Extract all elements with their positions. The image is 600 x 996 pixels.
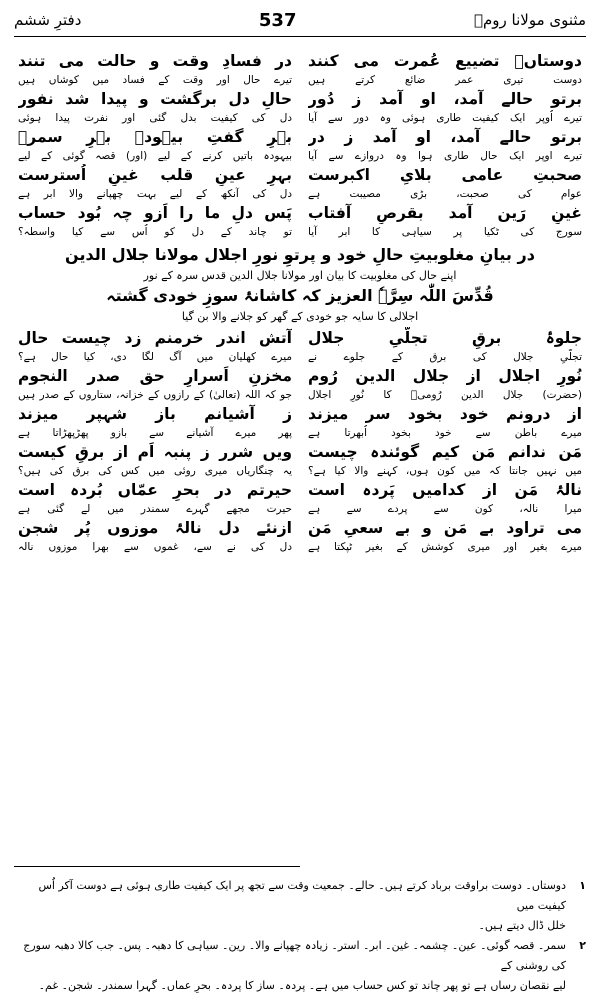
persian-verse: ویں شرر ز پنبہ اَم از برقِ کیست	[18, 443, 292, 461]
couplet	[18, 126, 582, 164]
heading-translation: اپنے حال کی مغلوبیت کا بیان اور مولانا جلال الدین قدس سرہ کے نور	[143, 269, 457, 282]
urdu-translation: بیہودہ باتیں کرنے کے لیے (اور) قصہ گوئی کے لیے	[18, 150, 292, 162]
urdu-translation: میرے بغیر اور میری کوشش کے بغیر ٹپکتا ہے	[308, 541, 582, 553]
couplet	[18, 479, 582, 517]
persian-verse: نُورِ اجلال از جلال الدین رُوم	[308, 367, 582, 385]
couplet	[18, 164, 582, 202]
couplet	[18, 403, 582, 441]
persian-verse: برتو حالے آمد، او آمد ز دُور	[308, 90, 582, 108]
volume-label: دفترِ ششم	[14, 11, 82, 29]
hemistich-first	[308, 517, 582, 555]
footnote-mark	[572, 916, 586, 936]
urdu-translation: تیرے اوپر ایک حال طاری ہوا وہ دروازے سے آیا	[308, 150, 582, 162]
persian-verse: از درونم خود بخود سر میزند	[308, 405, 582, 423]
persian-verse: مخزنِ اَسرارِ حق صدر النجوم	[18, 367, 292, 385]
header-rule	[14, 36, 586, 37]
urdu-translation: تو چاند کے دل کو اُس سے کیا واسطہ؟	[18, 226, 292, 238]
persian-verse: غینِ رَین آمد بقرصِ آفتاب	[308, 204, 582, 222]
urdu-translation: (حضرت) جلال الدین رُومیؒ کا نُورِ اجلال	[308, 389, 582, 401]
section-heading	[18, 240, 582, 327]
page-number: 537	[258, 9, 297, 31]
urdu-translation: سورج کی ٹکیا پر سیاہی کا ابر آیا	[308, 226, 582, 238]
hemistich-second	[18, 126, 292, 164]
urdu-translation: میرے باطن سے خود بخود اُبھرتا ہے	[308, 427, 582, 439]
hemistich-first	[308, 202, 582, 240]
footnote-text: دوستاں۔ دوست براوقت برباد کرتے ہیں۔ حالے۔ جمعیت وقت سے تجھ پر ایک کیفیت طاری ہوئی ہے دوست آکر اُس کیفیت میں	[38, 879, 566, 912]
footnote-rule	[14, 866, 300, 867]
persian-verse: صحبتِ عامی بلایِ اکبرست	[308, 166, 582, 184]
persian-verse: نالۂ مَن از کدامیں پَردہ است	[308, 481, 582, 499]
urdu-translation: حیرت مجھے گہرے سمندر میں لے گئی ہے	[18, 503, 292, 515]
urdu-translation: یہ چنگاریاں میری روئی میں کس کی برق کی ہیں؟	[18, 465, 292, 477]
heading-translation-continued: اجلالی کا سایہ جو خودی کے گھر کو جلانے والا بن گیا	[181, 310, 419, 323]
hemistich-first	[308, 441, 582, 479]
page-header	[14, 6, 586, 34]
persian-verse: دوستاںؐ تضییع عُمرت می کنند	[308, 52, 582, 70]
hemistich-first	[308, 365, 582, 403]
urdu-translation: دل کی کیفیت بدل گئی اور نفرت پیدا ہوئی	[18, 112, 292, 124]
persian-verse: در فسادِ وقت و حالت می تنند	[18, 52, 292, 70]
hemistich-second	[18, 517, 292, 555]
hemistich-second	[18, 202, 292, 240]
footnote-line	[14, 976, 586, 996]
couplet	[18, 88, 582, 126]
heading-persian-continued: قُدِّسَ اللّٰہ سِرَّہٗ العزیز کہ کاشانۂ سوزِ خودی گشتہ	[106, 286, 494, 305]
urdu-translation: تجلّیِ جلال کی برق کے جلوے نے	[308, 351, 582, 363]
footnote-line	[14, 936, 586, 976]
hemistich-first	[308, 479, 582, 517]
couplet	[18, 441, 582, 479]
footnote-text: لیے نقصان رساں ہے تو پھر چاند تو کس حساب میں ہے۔ پردہ۔ ساز کا پردہ۔ بحرِ عماں۔ گہرا سمندر۔ شجن۔ غم۔	[38, 979, 566, 992]
persian-verse: برتو حالے آمد، او آمد ز در	[308, 128, 582, 146]
hemistich-second	[18, 164, 292, 202]
urdu-translation: دوست تیری عمر ضائع کرتے ہیں	[308, 74, 582, 86]
hemistich-first	[308, 50, 582, 88]
couplet	[18, 202, 582, 240]
couplet	[18, 50, 582, 88]
urdu-translation: دل کی نے سے، غموں سے بھرا موزوں نالہ	[18, 541, 292, 553]
hemistich-second	[18, 88, 292, 126]
hemistich-first	[308, 327, 582, 365]
hemistich-second	[18, 403, 292, 441]
hemistich-second	[18, 479, 292, 517]
persian-verse: می تراود بے مَن و بے سعیِ مَن	[308, 519, 582, 537]
hemistich-second	[18, 441, 292, 479]
urdu-translation: میرے کھلیان میں آگ لگا دی، کیا حال ہے؟	[18, 351, 292, 363]
hemistich-second	[18, 50, 292, 88]
heading-persian: در بیانِ مغلوبیتِ حالِ خود و پرتوِ نورِ اجلال مولانا جلال الدین	[65, 245, 535, 264]
urdu-translation: تیرے اُوپر ایک کیفیت طاری ہوئی وہ دور سے آیا	[308, 112, 582, 124]
persian-verse: ازنئے دل نالۂ موزوں پُر شجن	[18, 519, 292, 537]
couplets-top	[18, 50, 582, 240]
poem-body	[18, 50, 582, 555]
urdu-translation: میں نہیں جانتا کہ میں کون ہوں، کہنے والا کیا ہے؟	[308, 465, 582, 477]
footnote-mark: ۲	[579, 939, 586, 952]
book-title: مثنوی مولانا رومؒ	[474, 11, 586, 29]
persian-verse: جلوۂ برقِ تجلّیِ جلال	[308, 329, 582, 347]
persian-verse: حیرتم در بحرِ عمّاں بُردہ است	[18, 481, 292, 499]
footnote-text: خلل ڈال دیتے ہیں۔	[478, 919, 566, 932]
persian-verse: مَن ندانم مَن کیم گوئندہ چیست	[308, 443, 582, 461]
hemistich-first	[308, 88, 582, 126]
urdu-translation: دل کی آنکھ کے لیے بہت چھپانے والا ابر ہے	[18, 188, 292, 200]
footnote-line	[14, 876, 586, 916]
urdu-translation: تیرے حال اور وقت کے فساد میں کوشاں ہیں	[18, 74, 292, 86]
persian-verse: حالِ دل برگشت و پیدا شد نفور	[18, 90, 292, 108]
urdu-translation: جو کہ اللہ (تعالیٰ) کے رازوں کے خزانہ، ستاروں کے صدر ہیں	[18, 389, 292, 401]
persian-verse: پَس دلِ ما را اَزو چہ بُود حساب	[18, 204, 292, 222]
footnote-mark	[572, 976, 586, 996]
urdu-translation: میرا نالہ، کون سے پردے سے ہے	[308, 503, 582, 515]
couplet	[18, 365, 582, 403]
hemistich-first	[308, 403, 582, 441]
urdu-translation: عوام کی صحبت، بڑی مصیبت ہے	[308, 188, 582, 200]
couplet	[18, 517, 582, 555]
persian-verse: آتش اندر خرمنم زد چیست حال	[18, 329, 292, 347]
hemistich-first	[308, 126, 582, 164]
footnote-line	[14, 916, 586, 936]
hemistich-second	[18, 327, 292, 365]
couplets-bottom	[18, 327, 582, 555]
persian-verse: بہرِ عینِ قلب غینِ اُسترست	[18, 166, 292, 184]
footnote-mark: ۱	[579, 879, 586, 892]
couplet	[18, 327, 582, 365]
persian-verse: بہرِ گفتِ بیہودہ بہرِ سمرؐ	[18, 128, 292, 146]
urdu-translation: پھر میرے آشیانے سے بازو پھڑپھڑاتا ہے	[18, 427, 292, 439]
hemistich-second	[18, 365, 292, 403]
footnotes	[14, 876, 586, 996]
hemistich-first	[308, 164, 582, 202]
footnote-text: سمر۔ قصہ گوئی۔ عین۔ چشمہ۔ غین۔ ابر۔ استر۔ زیادہ چھپانے والا۔ رین۔ سیاہی کا دھبہ۔ پس۔ جب کالا دھبہ سورج کی روشنی کے	[23, 939, 566, 972]
persian-verse: ز آشیانم باز شہپر میزند	[18, 405, 292, 423]
